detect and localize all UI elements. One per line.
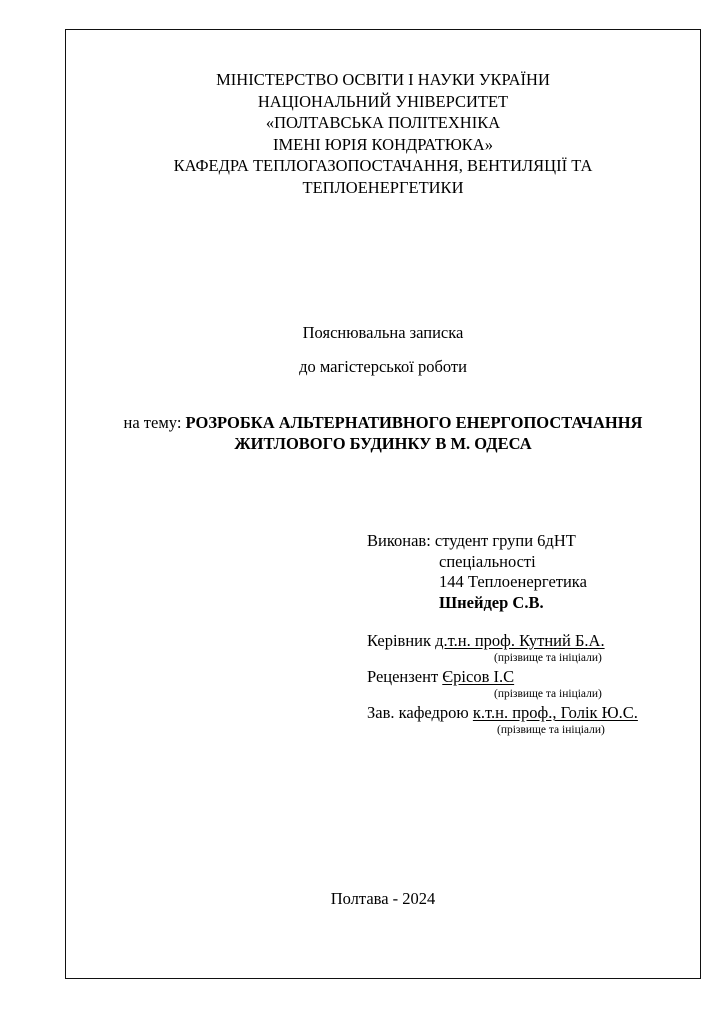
document-type — [65, 323, 701, 377]
department-line-2: ТЕПЛОЕНЕРГЕТИКИ — [302, 177, 464, 197]
student-name: Шнейдер С.В. — [439, 592, 544, 612]
department-line: КАФЕДРА ТЕПЛОГАЗОПОСТАЧАННЯ, ВЕНТИЛЯЦІЇ ТА — [173, 156, 593, 175]
performer-block — [367, 531, 587, 613]
thesis-topic — [65, 412, 701, 454]
doc-type-line-1: Пояснювальна записка — [302, 323, 464, 342]
footer-city-year: Полтава - 2024 — [330, 889, 436, 908]
performer-group: студент групи 6дНТ — [434, 531, 576, 550]
ministry-line: МІНІСТЕРСТВО ОСВІТИ І НАУКИ УКРАЇНИ — [216, 70, 550, 89]
reviewer-hint: (прізвище та ініціали) — [494, 688, 602, 700]
university-name-line: «ПОЛТАВСЬКА ПОЛІТЕХНІКА — [265, 113, 501, 132]
supervisor-label: Керівник — [367, 631, 436, 650]
signatures-block — [367, 631, 638, 737]
reviewer-name: Єрісов І.С — [442, 667, 515, 686]
university-line: НАЦІОНАЛЬНИЙ УНІВЕРСИТЕТ — [257, 91, 509, 111]
head-label: Зав. кафедрою — [367, 703, 473, 722]
specialty-label: спеціальності — [439, 551, 536, 571]
institution-header — [65, 69, 701, 198]
specialty-value: 144 Теплоенергетика — [439, 572, 587, 591]
university-name-line-2: ІМЕНІ ЮРІЯ КОНДРАТЮКА» — [273, 134, 493, 154]
supervisor-hint: (прізвище та ініціали) — [494, 652, 602, 664]
reviewer-label: Рецензент — [367, 667, 443, 686]
topic-title-line-1: РОЗРОБКА АЛЬТЕРНАТИВНОГО ЕНЕРГОПОСТАЧАННЯ — [185, 413, 643, 432]
topic-prefix: на тему: — [123, 413, 186, 432]
performer-label: Виконав: — [367, 531, 435, 550]
supervisor-row — [367, 631, 638, 651]
doc-type-line-2: до магістерської роботи — [299, 357, 467, 376]
topic-title-line-2: ЖИТЛОВОГО БУДИНКУ В М. ОДЕСА — [234, 434, 532, 453]
head-row — [367, 703, 638, 723]
head-hint: (прізвище та ініціали) — [497, 724, 605, 736]
reviewer-row — [367, 667, 638, 687]
head-name: к.т.н. проф., Голік Ю.С. — [472, 703, 638, 722]
supervisor-name: д.т.н. проф. Кутний Б.А. — [435, 631, 605, 650]
